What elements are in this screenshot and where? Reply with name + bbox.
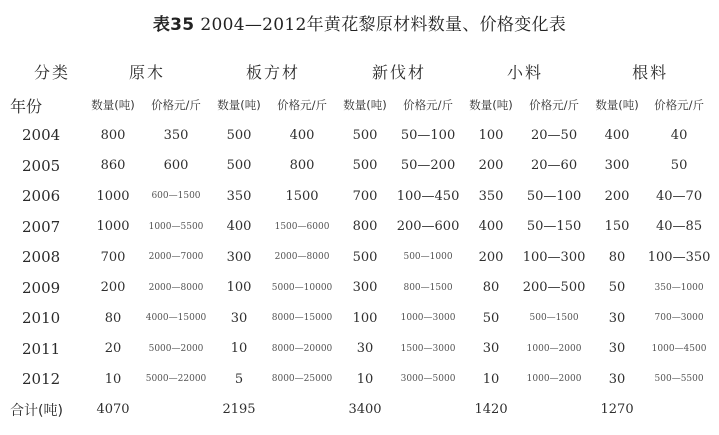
quantity-cell: 80 <box>608 249 626 265</box>
table-row <box>4 334 712 365</box>
year-label: 年份 <box>10 96 43 116</box>
quantity-cell: 100 <box>226 280 252 296</box>
category-header-row <box>4 52 712 90</box>
price-cell: 8000—25000 <box>271 374 333 385</box>
price-cell: 40 <box>670 127 688 143</box>
price-cell: 1000—2000 <box>526 374 582 385</box>
quantity-cell: 20 <box>104 341 122 357</box>
year-cell: 2012 <box>22 370 61 389</box>
year-cell: 2005 <box>22 156 61 175</box>
quantity-cell: 500 <box>352 249 378 265</box>
quantity-cell: 500 <box>226 158 252 174</box>
totals-row <box>4 395 712 425</box>
data-table <box>4 52 712 425</box>
price-cell: 1500 <box>285 188 319 204</box>
price-cell: 600—1500 <box>151 191 201 202</box>
empty-cell <box>142 395 210 425</box>
table-row <box>4 364 712 395</box>
quantity-cell: 30 <box>608 341 626 357</box>
price-header: 价格元/斤 <box>277 98 327 112</box>
price-cell: 40—85 <box>656 219 703 235</box>
total-value: 2195 <box>222 402 256 417</box>
price-cell: 500—1500 <box>529 313 579 324</box>
price-cell: 8000—15000 <box>271 313 333 324</box>
totals-label: 合计(吨) <box>10 402 63 419</box>
price-cell: 50 <box>670 158 688 174</box>
price-cell: 100—300 <box>522 249 586 265</box>
quantity-cell: 50 <box>608 280 626 296</box>
group-header-sawn-timber: 板方材 <box>246 62 301 82</box>
table-row <box>4 151 712 182</box>
quantity-cell: 10 <box>104 371 122 387</box>
year-cell: 2010 <box>22 309 61 328</box>
price-cell: 1000—4500 <box>651 343 707 354</box>
price-cell: 100—350 <box>647 249 711 265</box>
year-cell: 2009 <box>22 278 61 297</box>
quantity-cell: 10 <box>482 371 500 387</box>
table-body <box>4 120 712 395</box>
subheader-row <box>4 90 712 120</box>
price-cell: 200—600 <box>396 219 460 235</box>
year-cell: 2004 <box>22 126 61 145</box>
year-cell: 2008 <box>22 248 61 267</box>
price-cell: 50—200 <box>400 158 456 174</box>
total-value: 1420 <box>474 402 508 417</box>
quantity-cell: 50 <box>482 310 500 326</box>
quantity-cell: 350 <box>226 188 252 204</box>
quantity-cell: 1000 <box>96 219 130 235</box>
qty-header: 数量(吨) <box>91 98 135 112</box>
quantity-cell: 200 <box>478 158 504 174</box>
empty-cell <box>646 395 712 425</box>
quantity-cell: 80 <box>104 310 122 326</box>
quantity-cell: 30 <box>608 371 626 387</box>
qty-header: 数量(吨) <box>595 98 639 112</box>
quantity-cell: 800 <box>352 219 378 235</box>
total-value: 1270 <box>600 402 634 417</box>
group-header-root-material: 根料 <box>632 62 669 82</box>
quantity-cell: 80 <box>482 280 500 296</box>
price-cell: 2000—7000 <box>148 252 204 263</box>
group-header-new-cut: 新伐材 <box>372 62 427 82</box>
price-cell: 5000—22000 <box>145 374 207 385</box>
quantity-cell: 300 <box>352 280 378 296</box>
price-cell: 1500—6000 <box>274 221 330 232</box>
table-row <box>4 212 712 243</box>
price-cell: 50—150 <box>526 219 582 235</box>
price-cell: 2000—8000 <box>148 282 204 293</box>
price-header: 价格元/斤 <box>529 98 579 112</box>
quantity-cell: 30 <box>356 341 374 357</box>
total-value: 3400 <box>348 402 382 417</box>
price-cell: 500—1000 <box>403 252 453 263</box>
quantity-cell: 30 <box>608 310 626 326</box>
empty-cell <box>268 395 336 425</box>
price-cell: 2000—8000 <box>274 252 330 263</box>
quantity-cell: 5 <box>234 371 244 387</box>
quantity-cell: 100 <box>352 310 378 326</box>
quantity-cell: 350 <box>478 188 504 204</box>
price-cell: 1500—3000 <box>400 343 456 354</box>
empty-cell <box>394 395 462 425</box>
quantity-cell: 30 <box>482 341 500 357</box>
quantity-cell: 700 <box>100 249 126 265</box>
quantity-cell: 10 <box>356 371 374 387</box>
table-number: 表35 <box>152 15 195 35</box>
price-cell: 8000—20000 <box>271 343 333 354</box>
quantity-cell: 500 <box>352 158 378 174</box>
quantity-cell: 30 <box>230 310 248 326</box>
quantity-cell: 100 <box>478 127 504 143</box>
price-cell: 400 <box>289 127 315 143</box>
price-cell: 40—70 <box>656 188 703 204</box>
quantity-cell: 500 <box>352 127 378 143</box>
price-cell: 800 <box>289 158 315 174</box>
price-cell: 100—450 <box>396 188 460 204</box>
price-cell: 50—100 <box>526 188 582 204</box>
price-cell: 600 <box>163 158 189 174</box>
price-header: 价格元/斤 <box>654 98 704 112</box>
quantity-cell: 500 <box>226 127 252 143</box>
quantity-cell: 10 <box>230 341 248 357</box>
price-cell: 4000—15000 <box>145 313 207 324</box>
price-cell: 500—5500 <box>654 374 704 385</box>
quantity-cell: 860 <box>100 158 126 174</box>
year-cell: 2007 <box>22 217 61 236</box>
qty-header: 数量(吨) <box>343 98 387 112</box>
quantity-cell: 700 <box>352 188 378 204</box>
year-cell: 2011 <box>22 339 61 358</box>
quantity-cell: 400 <box>604 127 630 143</box>
quantity-cell: 800 <box>100 127 126 143</box>
price-cell: 800—1500 <box>403 282 453 293</box>
price-cell: 700—3000 <box>654 313 704 324</box>
group-header-raw-logs: 原木 <box>129 62 166 82</box>
price-cell: 20—50 <box>531 127 578 143</box>
quantity-cell: 300 <box>226 249 252 265</box>
quantity-cell: 300 <box>604 158 630 174</box>
qty-header: 数量(吨) <box>217 98 261 112</box>
price-cell: 1000—5500 <box>148 221 204 232</box>
price-cell: 350 <box>163 127 189 143</box>
group-header-small-pieces: 小料 <box>507 62 544 82</box>
table-row <box>4 303 712 334</box>
price-cell: 50—100 <box>400 127 456 143</box>
category-label: 分类 <box>34 62 71 82</box>
quantity-cell: 400 <box>478 219 504 235</box>
total-value: 4070 <box>96 402 130 417</box>
price-cell: 3000—5000 <box>400 374 456 385</box>
table-caption: 2004—2012年黄花黎原材料数量、价格变化表 <box>200 15 567 35</box>
qty-header: 数量(吨) <box>469 98 513 112</box>
price-header: 价格元/斤 <box>403 98 453 112</box>
quantity-cell: 200 <box>604 188 630 204</box>
empty-cell <box>520 395 588 425</box>
price-cell: 20—60 <box>531 158 578 174</box>
price-cell: 200—500 <box>522 280 586 296</box>
quantity-cell: 1000 <box>96 188 130 204</box>
table-row <box>4 120 712 151</box>
table-title <box>0 10 719 35</box>
table-row <box>4 242 712 273</box>
quantity-cell: 150 <box>604 219 630 235</box>
year-cell: 2006 <box>22 187 61 206</box>
table-row <box>4 181 712 212</box>
quantity-cell: 200 <box>100 280 126 296</box>
table-row <box>4 273 712 304</box>
quantity-cell: 400 <box>226 219 252 235</box>
price-cell: 1000—2000 <box>526 343 582 354</box>
quantity-cell: 200 <box>478 249 504 265</box>
price-cell: 350—1000 <box>654 282 704 293</box>
price-header: 价格元/斤 <box>151 98 201 112</box>
price-cell: 1000—3000 <box>400 313 456 324</box>
price-cell: 5000—2000 <box>148 343 204 354</box>
price-cell: 5000—10000 <box>271 282 333 293</box>
